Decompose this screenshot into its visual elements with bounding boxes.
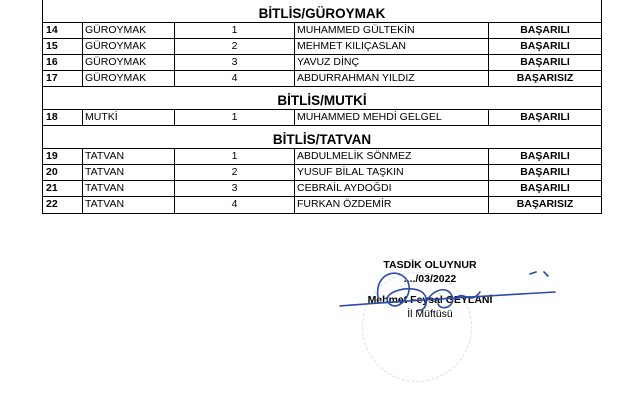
- rank-cell: 2: [175, 39, 295, 54]
- table-row: [43, 149, 601, 165]
- approval-date: ..../03/2022: [403, 273, 457, 285]
- table-row: [43, 55, 601, 71]
- result-cell: BAŞARILI: [520, 166, 570, 178]
- signer-title: İl Müftüsü: [407, 308, 453, 320]
- row-number: 16: [43, 55, 83, 70]
- result-cell: BAŞARILI: [520, 182, 570, 194]
- name-cell: MEHMET KILIÇASLAN: [295, 39, 489, 54]
- district-cell: GÜROYMAK: [83, 71, 175, 86]
- district-cell: GÜROYMAK: [83, 23, 175, 38]
- district-cell: MUTKİ: [83, 110, 175, 125]
- signature: [330, 262, 560, 334]
- district-cell: GÜROYMAK: [83, 39, 175, 54]
- rank-cell: 4: [175, 197, 295, 213]
- table-row: [43, 110, 601, 126]
- name-cell: CEBRAİL AYDOĞDI: [295, 181, 489, 196]
- table-row: [43, 181, 601, 197]
- rank-cell: 2: [175, 165, 295, 180]
- district-cell: TATVAN: [83, 165, 175, 180]
- name-cell: FURKAN ÖZDEMİR: [295, 197, 489, 213]
- result-cell: BAŞARISIZ: [516, 72, 574, 84]
- district-cell: TATVAN: [83, 149, 175, 164]
- name-cell: YAVUZ DİNÇ: [295, 55, 489, 70]
- signer-name: Mehmet Feysal GEYLANİ: [367, 294, 493, 306]
- table-row: [43, 71, 601, 87]
- result-cell: BAŞARISIZ: [516, 198, 574, 210]
- rank-cell: 1: [175, 149, 295, 164]
- name-cell: MUHAMMED MEHDİ GELGEL: [295, 110, 489, 125]
- table-row: [43, 197, 601, 213]
- rank-cell: 1: [175, 23, 295, 38]
- table-row: [43, 165, 601, 181]
- row-number: 20: [43, 165, 83, 180]
- rank-cell: 3: [175, 181, 295, 196]
- table-row: [43, 23, 601, 39]
- table-row: [43, 39, 601, 55]
- district-cell: TATVAN: [83, 181, 175, 196]
- district-cell: TATVAN: [83, 197, 175, 213]
- name-cell: ABDURRAHMAN YILDIZ: [295, 71, 489, 86]
- result-cell: BAŞARILI: [520, 111, 570, 123]
- name-cell: MUHAMMED GÜLTEKİN: [295, 23, 489, 38]
- row-number: 17: [43, 71, 83, 86]
- row-number: 15: [43, 39, 83, 54]
- row-number: 14: [43, 23, 83, 38]
- results-table: [42, 0, 602, 214]
- name-cell: ABDULMELİK SÖNMEZ: [295, 149, 489, 164]
- district-cell: GÜROYMAK: [83, 55, 175, 70]
- row-number: 22: [43, 197, 83, 213]
- approval-line-1: TASDİK OLUYNUR: [383, 259, 477, 271]
- section-header: BİTLİS/TATVAN: [43, 126, 601, 149]
- result-cell: BAŞARILI: [520, 150, 570, 162]
- row-number: 21: [43, 181, 83, 196]
- section-header: BİTLİS/GÜROYMAK: [43, 0, 601, 23]
- rank-cell: 1: [175, 110, 295, 125]
- result-cell: BAŞARILI: [520, 56, 570, 68]
- rank-cell: 4: [175, 71, 295, 86]
- row-number: 18: [43, 110, 83, 125]
- result-cell: BAŞARILI: [520, 40, 570, 52]
- section-header: BİTLİS/MUTKİ: [43, 87, 601, 110]
- result-cell: BAŞARILI: [520, 24, 570, 36]
- name-cell: YUSUF BİLAL TAŞKIN: [295, 165, 489, 180]
- rank-cell: 3: [175, 55, 295, 70]
- row-number: 19: [43, 149, 83, 164]
